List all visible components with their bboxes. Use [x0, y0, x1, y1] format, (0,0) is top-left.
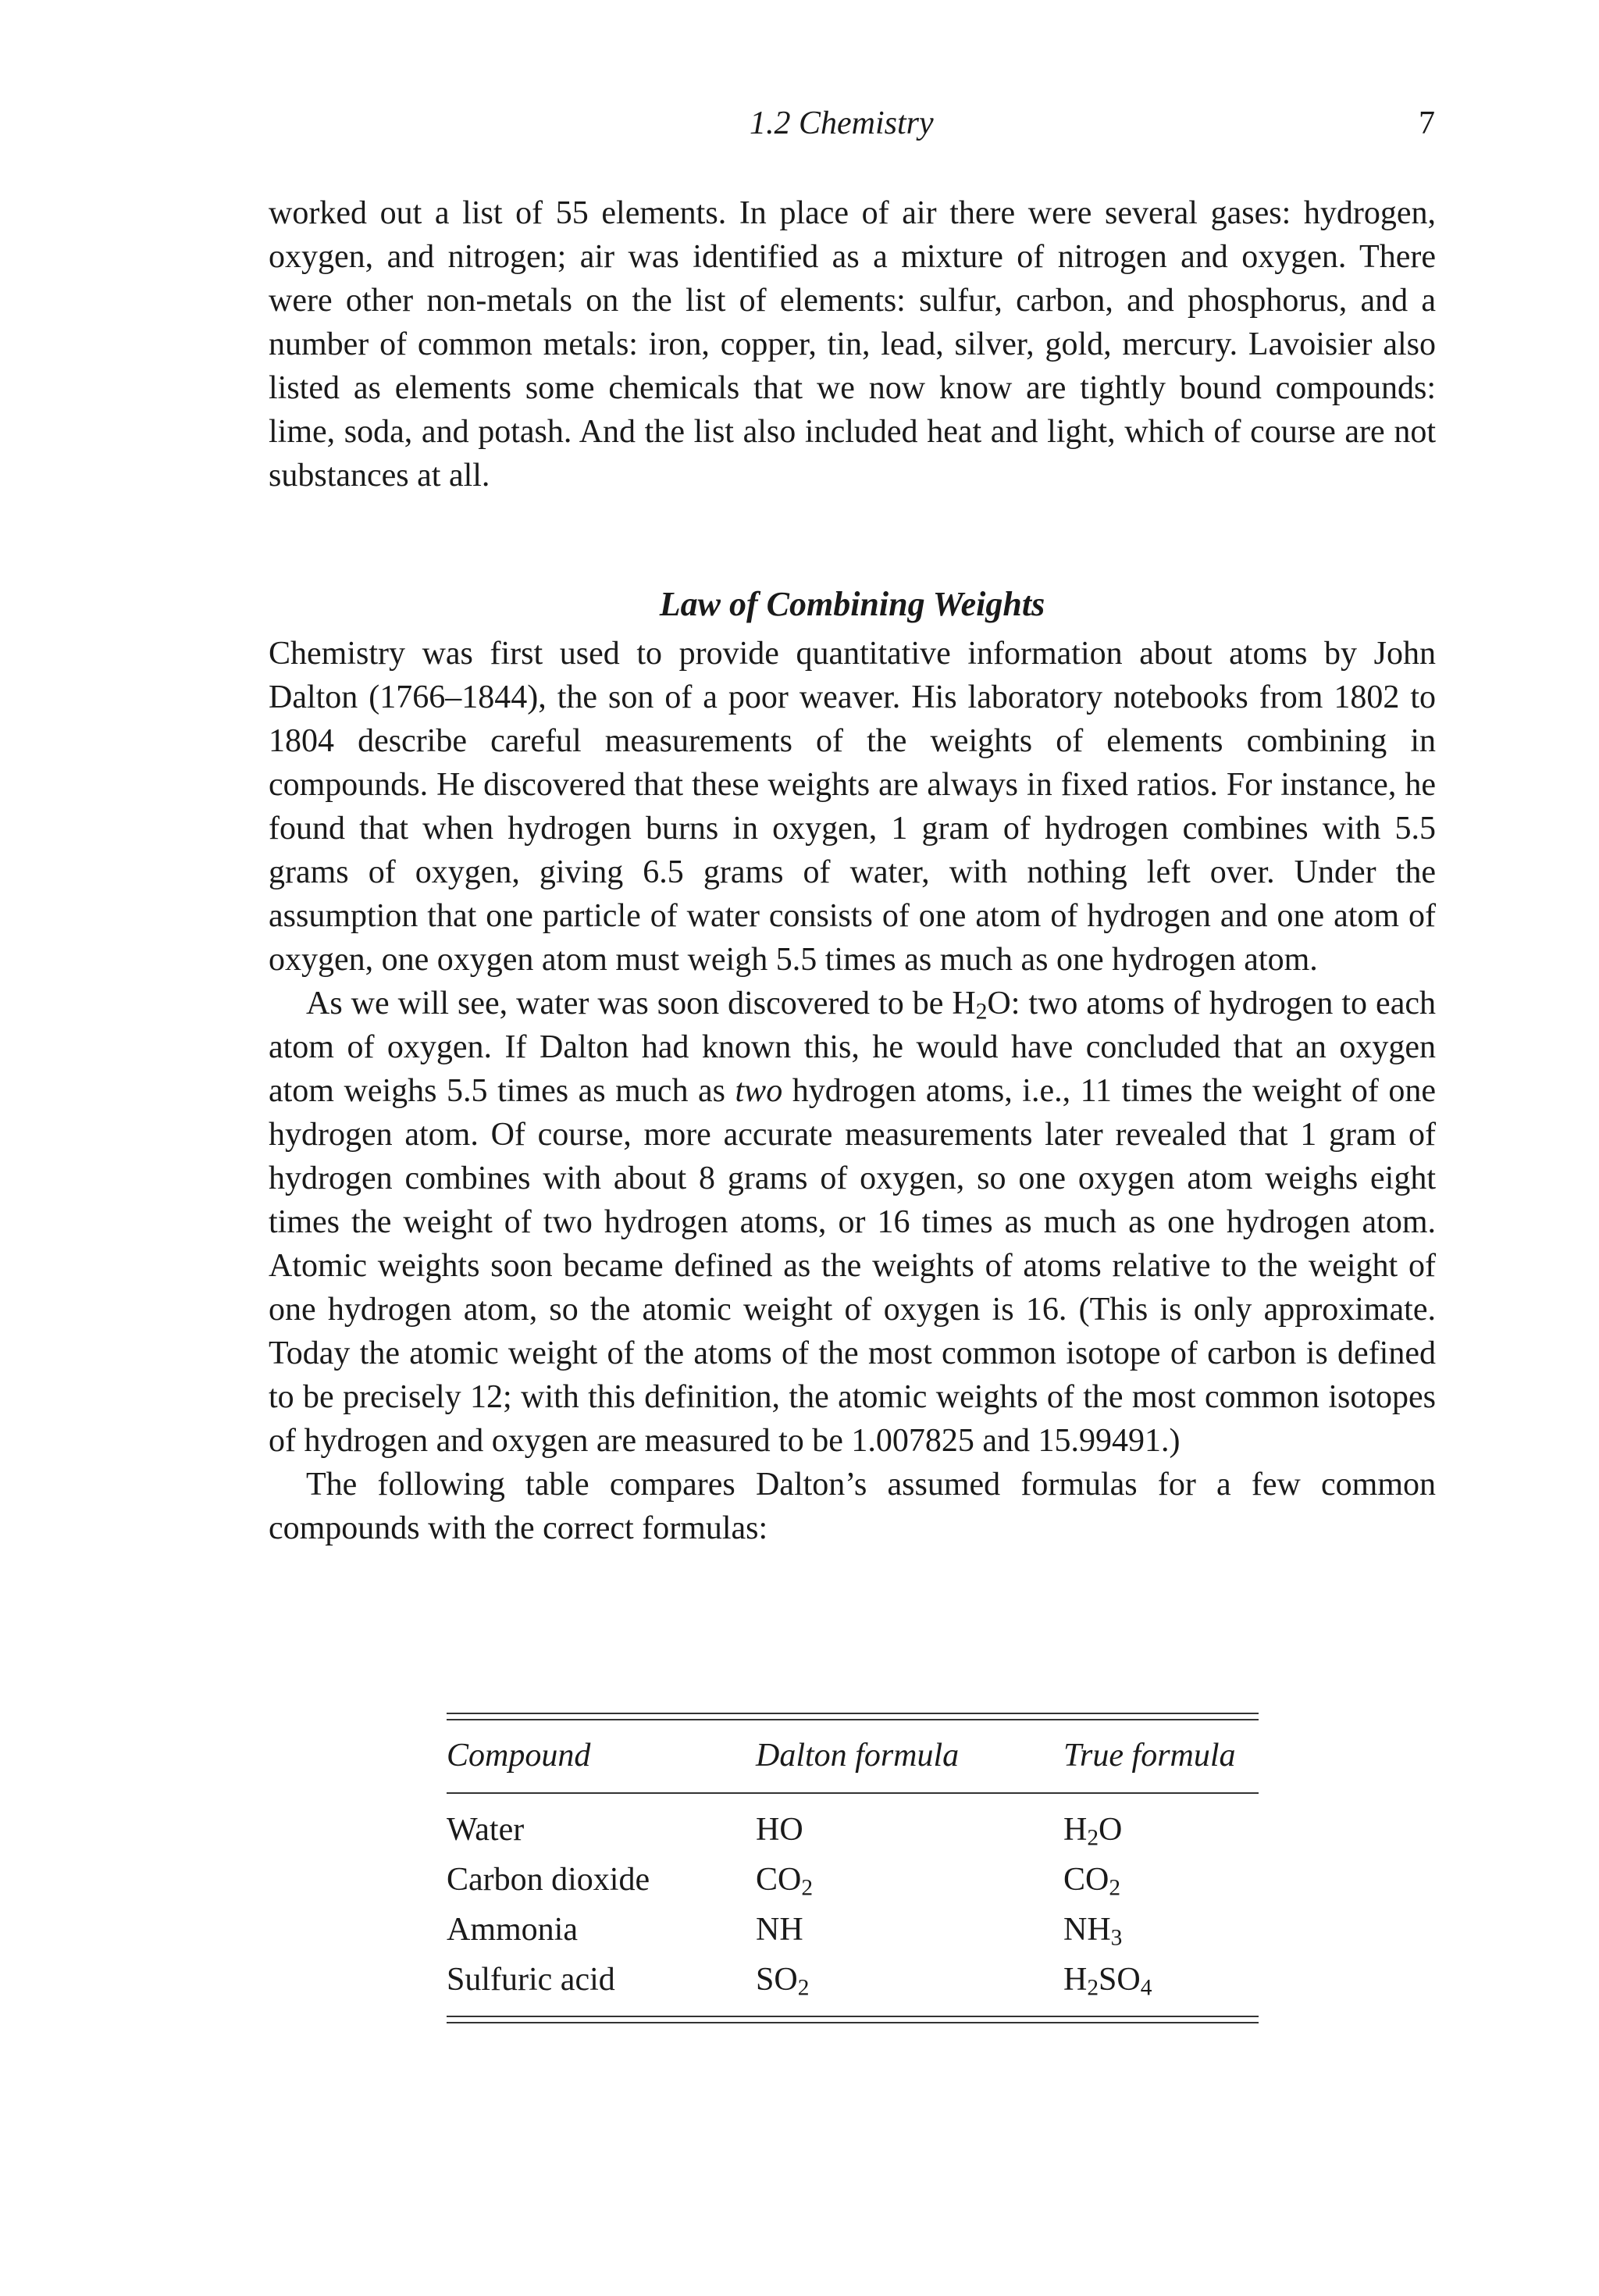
cell-compound: Carbon dioxide: [447, 1862, 650, 1898]
paragraph-water-formula: [269, 982, 1436, 1463]
cell-dalton-formula: $CO_2$: [756, 1862, 814, 1901]
table-row: [447, 1905, 1259, 1955]
emphasis: two: [735, 1073, 783, 1109]
page-number: 7: [1419, 105, 1435, 141]
cell-dalton-formula: NH: [756, 1912, 803, 1948]
cell-true-formula: $NH_3$: [1063, 1912, 1123, 1951]
table-bottom-rule: [447, 2016, 1259, 2023]
header-compound: Compound: [447, 1738, 591, 1774]
formula-table-grid: [447, 1720, 1259, 2016]
running-title: 1.2 Chemistry: [750, 105, 934, 141]
cell-true-formula: $H_2O$: [1063, 1812, 1123, 1851]
paragraph-table-intro: The following table compares Dalton’s assumed formulas for a few common compounds with the correct formulas:: [269, 1467, 1436, 1546]
cell-dalton-formula: HO: [756, 1812, 803, 1848]
cell-compound: Ammonia: [447, 1912, 578, 1948]
cell-compound: Water: [447, 1812, 525, 1848]
section-heading: Law of Combining Weights: [659, 585, 1045, 623]
table-row: [447, 1955, 1259, 2016]
body-text: [269, 191, 1436, 1550]
text-run: As we will see, water was soon discovered to be H: [306, 986, 976, 1021]
cell-true-formula: $CO_2$: [1063, 1862, 1121, 1901]
cell-dalton-formula: $SO_2$: [756, 1962, 810, 2001]
table-top-rule: [447, 1713, 1259, 1720]
paragraph-dalton: Chemistry was first used to provide quantitative information about atoms by John Dalton (1766–1844), the son of a poor weaver. His laboratory notebooks from 1802 to 1804 describe careful measurements of the weights of elements combining in compounds. He discovered that these weights are always in fixed ratios. For instance, he found that when hydrogen burns in oxygen, 1 gram of hydrogen combines with 5.5 grams of oxygen, giving 6.5 grams of water, with nothing left over. Under the assumption that one particle of water consists of one atom of hydrogen and one atom of oxygen, one oxygen atom must weigh 5.5 times as much as one hydrogen atom.: [269, 636, 1436, 978]
paragraph-lavoisier: worked out a list of 55 elements. In place of air there were several gases: hydrogen, oxygen, and nitrogen; air was identified as a mixture of nitrogen and oxygen. There were other non-metals on the list of elements: sulfur, carbon, and phosphorus, and a number of common metals: iron, copper, tin, lead, silver, gold, mercury. Lavoisier also listed as elements some chemicals that we now know are tightly bound compounds: lime, soda, and potash. And the list also included heat and light, which of course are not substances at all.: [269, 195, 1436, 494]
running-header: [0, 100, 1599, 147]
cell-compound: Sulfuric acid: [447, 1962, 615, 1998]
subscript: 2: [975, 999, 988, 1025]
formula-table: [447, 1713, 1259, 2023]
header-dalton-formula: Dalton formula: [756, 1738, 960, 1774]
text-run: O: two atoms of hydrogen to each atom of oxygen. If Dalton had known this, he would have concluded that an oxygen atom weighs 5.5 times as much as: [269, 986, 1436, 1109]
table-row: [447, 1794, 1259, 1855]
table-header-row: [447, 1720, 1259, 1792]
text-run: hydrogen atoms, i.e., 11 times the weight of one hydrogen atom. Of course, more accurate measurements later revealed that 1 gram of hydrogen combines with about 8 grams of oxygen, so one oxygen atom weighs eight times the weight of two hydrogen atoms, or 16 times as much as one hydrogen atom. Atomic weights soon became defined as the weights of atoms relative to the weight of one hydrogen atom, so the atomic weight of oxygen is 16. (This is only approximate. Today the atomic weight of the atoms of the most common isotope of carbon is defined to be precisely 12; with this definition, the atomic weights of the most common isotopes of hydrogen and oxygen are measured to be 1.007825 and 15.99491.): [269, 1073, 1436, 1459]
cell-true-formula: $H_2SO_4$: [1063, 1962, 1152, 2001]
header-true-formula: True formula: [1063, 1738, 1236, 1774]
table-row: [447, 1855, 1259, 1905]
